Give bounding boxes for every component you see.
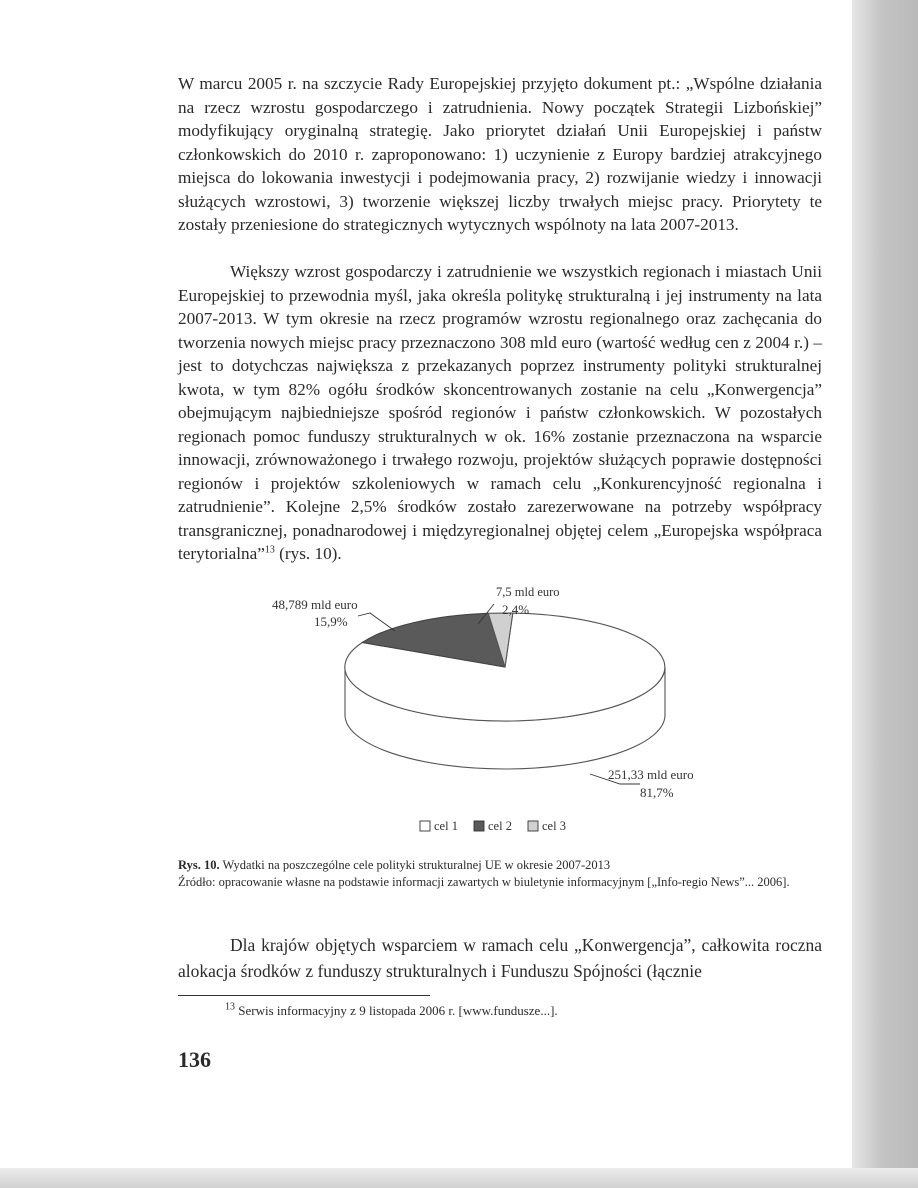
pie-chart-structural-funds [270, 580, 730, 845]
paragraph-structural-policy-end: (rys. 10). [274, 544, 342, 563]
paragraph-convergence: Dla krajów objętych wsparciem w ramach celu „Konwergencja”, całkowita roczna alokacja środków z funduszy strukturalnych i Funduszu Spójności (łącznie [178, 935, 822, 981]
legend-label-cel-3: cel 3 [542, 819, 566, 833]
legend-label-cel-1: cel 1 [434, 819, 458, 833]
paragraph-structural-policy [178, 260, 822, 566]
label-cel-3-value: 7,5 mld euro [496, 585, 560, 599]
footnote-divider [178, 995, 430, 996]
scan-right-edge-shadow [852, 0, 918, 1188]
page-number: 136 [178, 1047, 211, 1072]
legend-swatch-cel-1 [420, 821, 430, 831]
label-cel-2-value: 48,789 mld euro [272, 597, 358, 612]
label-cel-3-percent: 2,4% [502, 602, 530, 617]
footnote-text: Serwis informacyjny z 9 listopada 2006 r. [www.fundusze...]. [235, 1003, 558, 1018]
leader-line-cel-2 [358, 613, 395, 631]
chart-legend [420, 819, 566, 833]
footnote [225, 1003, 558, 1019]
footnote-number: 13 [225, 1001, 235, 1013]
legend-swatch-cel-2 [474, 821, 484, 831]
figure-caption-title: Wydatki na poszczególne cele polityki strukturalnej UE w okresie 2007-2013 [219, 858, 611, 872]
paragraph-structural-policy-text: Większy wzrost gospodarczy i zatrudnienie we wszystkich regionach i miastach Unii Europejskiej to przewodnia myśl, jaka określa politykę strukturalną i jej instrumenty na lata 2007-2013. W tym okresie na rzecz programów wzrostu regionalnego oraz zachęcania do tworzenia nowych miejsc pracy przeznaczono 308 mld euro (wartość według cen z 2004 r.) – jest to dotychczas największa z przekazanych poprzez instrumenty polityki strukturalnej kwota, w tym 82% ogółu środków skoncentrowanych zostanie na celu „Konwergencja” obejmującym najbiedniejsze spośród regionów i państw członkowskich. W pozostałych regionach pomoc funduszy strukturalnych w ok. 16% zostanie przeznaczona na wsparcie innowacji, zrównoważonego i trwałego rozwoju, projektów służących poprawie dostępności regionów i projektów szkoleniowych w ramach celu „Konkurencyjność regionalna i zatrudnienie”. Kolejne 2,5% środków zostało zarezerwowane na potrzeby współpracy transgranicznej, ponadnarodowej i międzyregionalnej objętej celem „Europejska współpraca terytorialna” [178, 262, 822, 563]
legend-swatch-cel-3 [528, 821, 538, 831]
legend-label-cel-2: cel 2 [488, 819, 512, 833]
figure-caption-label: Rys. 10. [178, 858, 220, 872]
label-cel-1-value: 251,33 mld euro [608, 767, 694, 782]
label-cel-2-percent: 15,9% [314, 614, 348, 629]
paragraph-lisbon-strategy: W marcu 2005 r. na szczycie Rady Europejskiej przyjęto dokument pt.: „Wspólne działania na rzecz wzrostu gospodarczego i zatrudnienia. Nowy początek Strategii Lizbońskiej” modyfikujący oryginalną strategię. Jako priorytet działań Unii Europejskiej i państw członkowskich do 2010 r. zaproponowano: 1) uczynienie z Europy bardziej atrakcyjnego miejsca do lokowania inwestycji i podejmowania pracy, 2) rozwijanie wiedzy i innowacji służących wzrostowi, 3) tworzenie większej liczby trwałych miejsc pracy. Priorytety te zostały przeniesione do strategicznych wytycznych wspólnoty na lata 2007-2013. [178, 74, 822, 234]
label-cel-1-percent: 81,7% [640, 785, 674, 800]
figure-source: Źródło: opracowanie własne na podstawie informacji zawartych w biuletynie informacyjnym [„Info-regio News”... 2006]. [178, 874, 790, 889]
footnote-reference[interactable]: 13 [264, 544, 275, 556]
figure-caption [178, 857, 822, 890]
scan-bottom-edge-shadow [0, 1168, 918, 1188]
